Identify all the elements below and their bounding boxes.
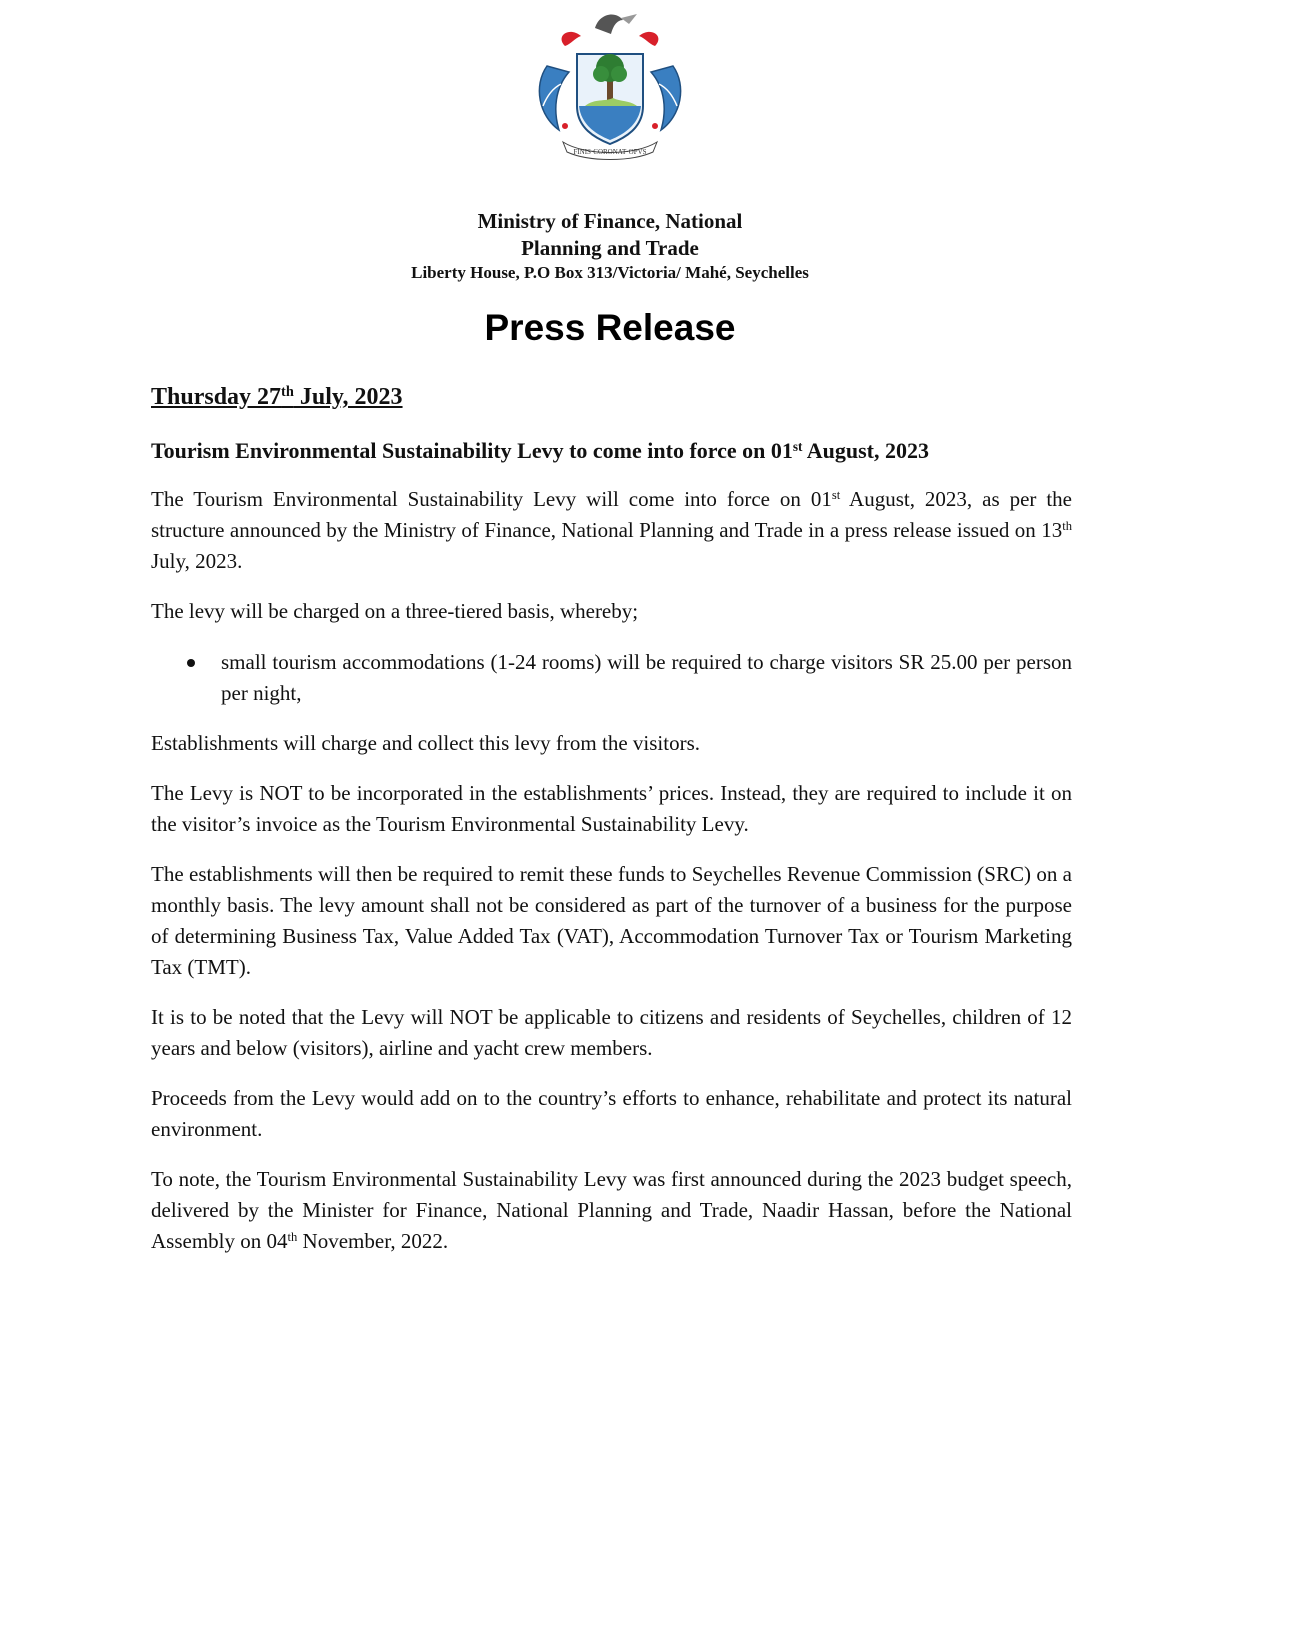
list-item: small tourism accommodations (1-24 rooms) will be required to charge visitors SR 25.00 per person per night, bbox=[221, 647, 1072, 709]
paragraph-4: The Levy is NOT to be incorporated in the establishments’ prices. Instead, they are required to include it on the visitor’s invoice as the Tourism Environmental Sustainability Levy. bbox=[151, 781, 1072, 836]
ministry-line-2: Planning and Trade bbox=[521, 236, 699, 260]
paragraph-2: The levy will be charged on a three-tiered basis, whereby; bbox=[151, 599, 639, 623]
release-date bbox=[151, 382, 1072, 412]
release-body bbox=[151, 382, 1072, 1257]
ministry-address: Liberty House, P.O Box 313/Victoria/ Mahé, Seychelles bbox=[411, 263, 809, 282]
paragraph-1: The Tourism Environmental Sustainability Levy will come into force on 01st August, 2023, as per the structure announced by the Ministry of Finance, National Planning and Trade in a press release issued on 13th July, 2023. bbox=[151, 487, 1072, 573]
date-rest: July, 2023 bbox=[293, 384, 403, 410]
paragraph-6: It is to be noted that the Levy will NOT be applicable to citizens and residents of Seychelles, children of 12 years and below (visitors), airline and yacht crew members. bbox=[151, 1005, 1072, 1060]
crest-motto: FINIS·CORONAT·OPVS bbox=[573, 148, 647, 156]
paragraph-5: The establishments will then be required to remit these funds to Seychelles Revenue Commission (SRC) on a monthly basis. The levy amount shall not be considered as part of the turnover of a business for the purpose of determining Business Tax, Value Added Tax (VAT), Accommodation Turnover Tax or Tourism Marketing Tax (TMT). bbox=[151, 862, 1072, 979]
levy-tier-list bbox=[151, 647, 1072, 709]
paragraph-8: To note, the Tourism Environmental Sustainability Levy was first announced during the 2023 budget speech, delivered by the Minister for Finance, National Planning and Trade, Naadir Hassan, before the National Assembly on 04th November, 2022. bbox=[151, 1167, 1072, 1253]
date-sup: th bbox=[281, 384, 294, 401]
seychelles-coat-of-arms-icon bbox=[525, 6, 695, 162]
bullet-icon bbox=[187, 659, 195, 667]
release-headline: Tourism Environmental Sustainability Levy to come into force on 01st August, 2023 bbox=[151, 438, 929, 463]
ministry-line-1: Ministry of Finance, National bbox=[477, 209, 743, 233]
ministry-name bbox=[300, 208, 920, 262]
paragraph-3: Establishments will charge and collect this levy from the visitors. bbox=[151, 731, 701, 755]
page-title: Press Release bbox=[484, 307, 736, 348]
paragraph-7: Proceeds from the Levy would add on to the country’s efforts to enhance, rehabilitate and protect its natural environment. bbox=[151, 1086, 1072, 1141]
date-day: Thursday 27 bbox=[151, 384, 282, 410]
